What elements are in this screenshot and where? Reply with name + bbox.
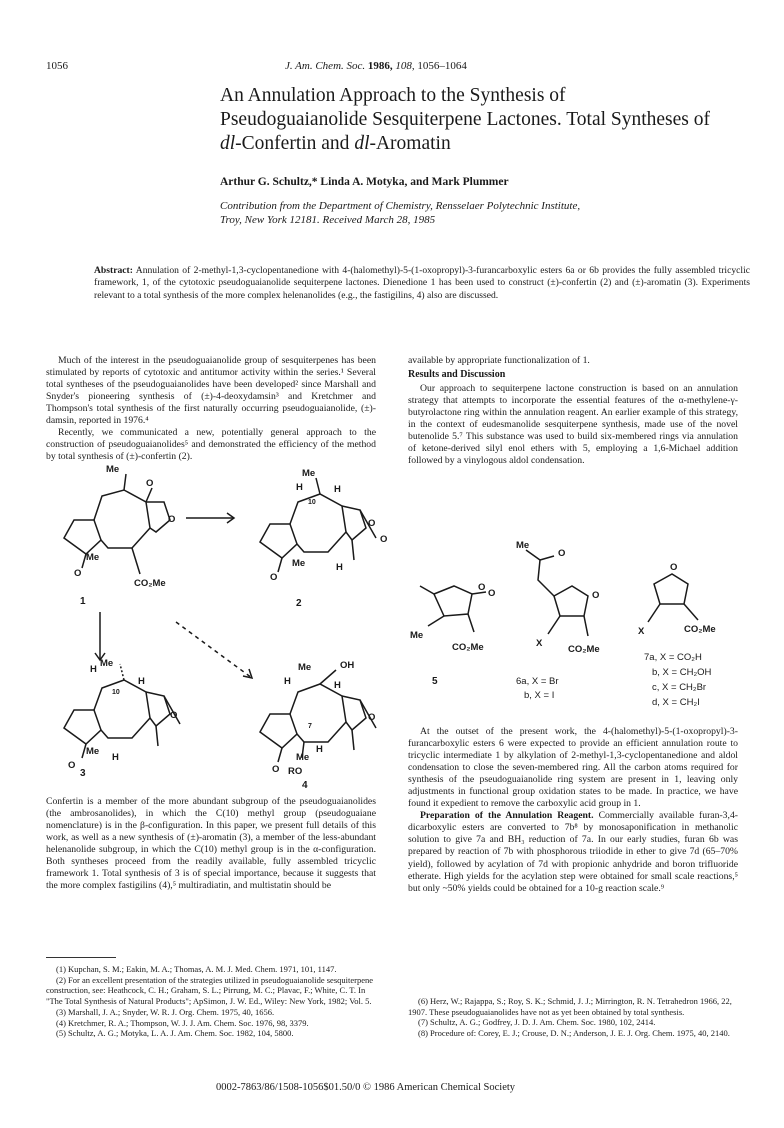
label-h: H <box>334 484 341 495</box>
footnote: (4) Kretchmer, R. A.; Thompson, W. J. J. Am. Chem. Soc. 1976, 98, 3379. <box>56 1017 309 1028</box>
compound-number-5: 5 <box>432 676 438 687</box>
label-x: X <box>638 626 645 637</box>
section-heading: Results and Discussion <box>408 369 506 381</box>
label-h: H <box>90 664 97 675</box>
footnote: (1) Kupchan, S. M.; Eakin, M. A.; Thomas, A. M. J. Med. Chem. 1971, 101, 1147. <box>56 964 337 974</box>
label-o: O <box>272 764 280 775</box>
paragraph <box>408 810 738 894</box>
copyright-footer: 0002-7863/86/1508-1056$01.50/0 © 1986 American Chemical Society <box>216 1082 516 1093</box>
label-x: X <box>536 638 543 649</box>
label-o: O <box>592 590 600 601</box>
label-me: Me <box>292 558 306 569</box>
footnote: (5) Schultz, A. G.; Motyka, L. A. J. Am. Chem. Soc. 1982, 104, 5800. <box>56 1028 294 1039</box>
structure-7 <box>648 574 698 622</box>
label-h: H <box>284 676 291 687</box>
label-o: O <box>270 572 278 583</box>
journal-volume: 108, <box>395 60 415 72</box>
label-o: O <box>368 712 376 723</box>
label-me: Me <box>86 746 100 757</box>
label-7d: d, X = CH₂I <box>652 697 700 708</box>
label-me: Me <box>106 464 120 475</box>
label-me: Me <box>86 552 100 563</box>
affiliation-line-2: Troy, New York 12181. Received March 28, 1985 <box>220 214 436 226</box>
structure-1 <box>64 474 170 574</box>
label-o: O <box>68 760 76 771</box>
paragraph-text: Commercially available furan-3,4-dicarboxylic esters are converted to 7b⁸ by monosaponification in methanolic solution to give 7a and BH₃ reduction of 7a. In our early studies, furan 6b was prepared by reaction of 7b with phosphorous triiodide in ether to give 7d (65–70% yield), followed by acylation of 7d with propionic anhydride and boron trifluoride etherate. High yields for the acylation step were obtained for small scale reactions,⁵ but only ~50% yields could be obtained for a 10-g reaction scale.⁹ <box>408 810 739 894</box>
label-7b: b, X = CH₂OH <box>652 667 712 678</box>
label-me: Me <box>410 630 424 641</box>
journal-name: J. Am. Chem. Soc. <box>285 60 366 72</box>
paragraph: Recently, we communicated a new, potentially general approach to the construction of pseudoguaianolides⁵ and demonstrated the efficiency of the method by total synthesis of (±)-confertin (2). <box>46 427 376 463</box>
right-column-body <box>408 726 738 895</box>
label-ro: RO <box>288 766 303 777</box>
label-me: Me <box>100 658 114 669</box>
label-me: Me <box>298 662 312 673</box>
footnote: (7) Schultz, A. G.; Godfrey, J. D. J. Am. Chem. Soc. 1980, 102, 2414. <box>418 1017 656 1028</box>
label-o: O <box>670 562 678 573</box>
label-co2me: CO₂Me <box>568 644 600 655</box>
abstract-label: Abstract: <box>94 265 133 276</box>
paragraph: Our approach to sequiterpene lactone construction is based on an annulation strategy that attempts to incorporate the essential features of the α-methylene-γ-butyrolactone ring within the annulation reagent. An earlier example of this strategy, in the context of eudesmanolide sesquiterpene synthesis, made use of the novel butenolide 5.⁷ This substance was used to build six-membered rings via annulation of ketone-derived silyl enol ethers with 5, employing a 1,6-Michael addition followed by a vinylogous aldol condensation. <box>408 383 738 467</box>
footnote: (6) Herz, W.; Rajappa, S.; Roy, S. K.; Schmid, J. J.; Mirrington, R. N. Tetrahedron 1966, 22, 1907. These pseudoguaianolides have not as yet been obtained by total synthesis. <box>408 996 732 1017</box>
label-h: H <box>336 562 343 573</box>
left-column-body <box>46 796 376 892</box>
label-o: O <box>488 588 496 599</box>
label-o: O <box>380 534 388 545</box>
scheme-compounds-1-4 <box>46 462 386 790</box>
structure-3 <box>64 664 180 758</box>
label-co2me: CO₂Me <box>452 642 484 653</box>
title-rest: -Confertin and <box>235 133 355 154</box>
affiliation-line-1: Contribution from the Department of Chemistry, Rensselaer Polytechnic Institute, <box>220 200 581 212</box>
label-6b: b, X = I <box>524 690 555 701</box>
title-end: -Aromatin <box>369 133 451 154</box>
title-line-2: Pseudoguaianolide Sesquiterpene Lactones. Total Syntheses of <box>220 109 711 130</box>
label-o: O <box>168 514 176 525</box>
compound-number-3: 3 <box>80 768 86 779</box>
scheme-compounds-5-7 <box>408 536 748 720</box>
label-h: H <box>316 744 323 755</box>
structure-2 <box>260 478 376 572</box>
abstract <box>94 265 750 302</box>
label-o: O <box>146 478 154 489</box>
label-co2me: CO₂Me <box>684 624 716 635</box>
label-7a: 7a, X = CO₂H <box>644 652 702 663</box>
run-in-heading: Preparation of the Annulation Reagent. <box>420 810 594 822</box>
label-7c: c, X = CH₂Br <box>652 682 707 693</box>
compound-number-4: 4 <box>302 780 308 791</box>
label-o: O <box>478 582 486 593</box>
footnotes-right <box>408 996 738 1039</box>
label-h: H <box>296 482 303 493</box>
label-me: Me <box>516 540 530 551</box>
label-me: Me <box>302 468 316 479</box>
label-o: O <box>170 710 178 721</box>
paragraph: Confertin is a member of the more abundant subgroup of the pseudoguaianolides (the ambrosanolides), in which the C(10) methyl group (pseudoguaiane nomenclature) is in the β-configuration. In this paper, we present full details of this work, as well as a new synthesis of (±)-aromatin (3), a member of the less-abundant helenanolide subgroup, in which the C(10) methyl group is in the α-configuration. Both syntheses proceed from the readily available, fully assembled tricyclic framework 1. Total synthesis of 3 is of special importance, because it suggests that the more complex fastigilins (4),⁵ multiradiatin, and multistatin should be <box>46 796 376 892</box>
authors: Arthur G. Schultz,* Linda A. Motyka, and Mark Plummer <box>220 176 509 188</box>
left-column-intro <box>46 355 376 463</box>
label-h: H <box>334 680 341 691</box>
journal-year: 1986, <box>367 60 393 72</box>
label-h: H <box>112 752 119 763</box>
label-co2me: CO₂Me <box>134 578 166 589</box>
affiliation <box>220 199 740 227</box>
paragraph: Much of the interest in the pseudoguaianolide group of sesquiterpenes has been stimulated by reports of cytotoxic and antitumor activity within the series.¹ Several total syntheses of the pseudoguaianolides have been developed² since Marshall and Snyder's pioneering synthesis of (±)-4-deoxydamsin³ and Kretchmer and Thompson's total synthesis of the first naturally occurring pseudoguaianolide, (±)-damsin, reported in 1976.⁴ <box>46 355 376 427</box>
title-line-1: An Annulation Approach to the Synthesis of <box>220 85 566 106</box>
journal-pages: 1056–1064 <box>417 60 467 72</box>
title-italic-2: dl <box>354 133 370 154</box>
journal-citation <box>285 60 467 72</box>
compound-number-1: 1 <box>80 596 86 607</box>
paragraph: available by appropriate functionalization of 1. <box>408 355 590 366</box>
paragraph: At the outset of the present work, the 4-(halomethyl)-5-(1-oxopropyl)-3-furancarboxylic esters 6 were expected to provide an efficient annulation route to tricyclic intermediate 1 by alkylation of 2-methyl-1,3-cyclopentanedione and aldol condensation to close the seven-membered ring. All the carbon atoms required for synthesis of the pseudoguaianolide ring system are present in 1, leaving only adjustments in functional group oxidation states to be made. In practice, we have found it expedient to remove the carboxylic acid group in 1. <box>408 726 738 810</box>
article-title <box>220 84 760 156</box>
footnote: (2) For an excellent presentation of the strategies utilized in pseudoguaianolide sesquiterpene construction, see: Heathcock, C. H.; Graham, S. L.; Pirrung, M. C.; Plavac, F.; White, C. T. In "The Total Synthesis of Natural Products"; ApSimon, J. W. Ed., Wiley: New York, 1982; Vol. 5. <box>46 974 373 1007</box>
structure-6 <box>526 550 588 636</box>
label-oh: OH <box>340 660 355 671</box>
compound-number-2: 2 <box>296 598 302 609</box>
title-line-3 <box>220 132 760 156</box>
abstract-text: Annulation of 2-methyl-1,3-cyclopentanedione with 4-(halomethyl)-5-(1-oxopropyl)-3-furancarboxylic esters 6a or 6b provides the fully assembled tricyclic framework, 1, of the cytotoxic pseudoguaianolide sequiterpene lactones. Dienedione 1 has been used to construct (±)-confertin (2) and (±)-aromatin (3). Experiments relevant to a total synthesis of the more complex helenanolides (e.g., the fastigilins, 4) also are discussed. <box>94 265 750 301</box>
footnote: (3) Marshall, J. A.; Snyder, W. R. J. Org. Chem. 1975, 40, 1656. <box>56 1006 275 1017</box>
footnote: (8) Procedure of: Corey, E. J.; Crouse, D. N.; Anderson, J. E. J. Org. Chem. 1975, 40, 2140. <box>418 1028 730 1039</box>
label-c10: 10 <box>308 499 316 506</box>
label-o: O <box>558 548 566 559</box>
label-me: Me <box>296 752 310 763</box>
right-column-intro <box>408 355 738 467</box>
page-number: 1056 <box>46 60 68 72</box>
label-o: O <box>368 518 376 529</box>
label-c7: 7 <box>308 723 312 730</box>
footnotes-left <box>46 957 376 1039</box>
label-h: H <box>138 676 145 687</box>
structure-5 <box>420 586 486 632</box>
label-o: O <box>74 568 82 579</box>
title-italic: dl <box>220 133 236 154</box>
label-c10: 10 <box>112 689 120 696</box>
label-6a: 6a, X = Br <box>516 676 559 687</box>
